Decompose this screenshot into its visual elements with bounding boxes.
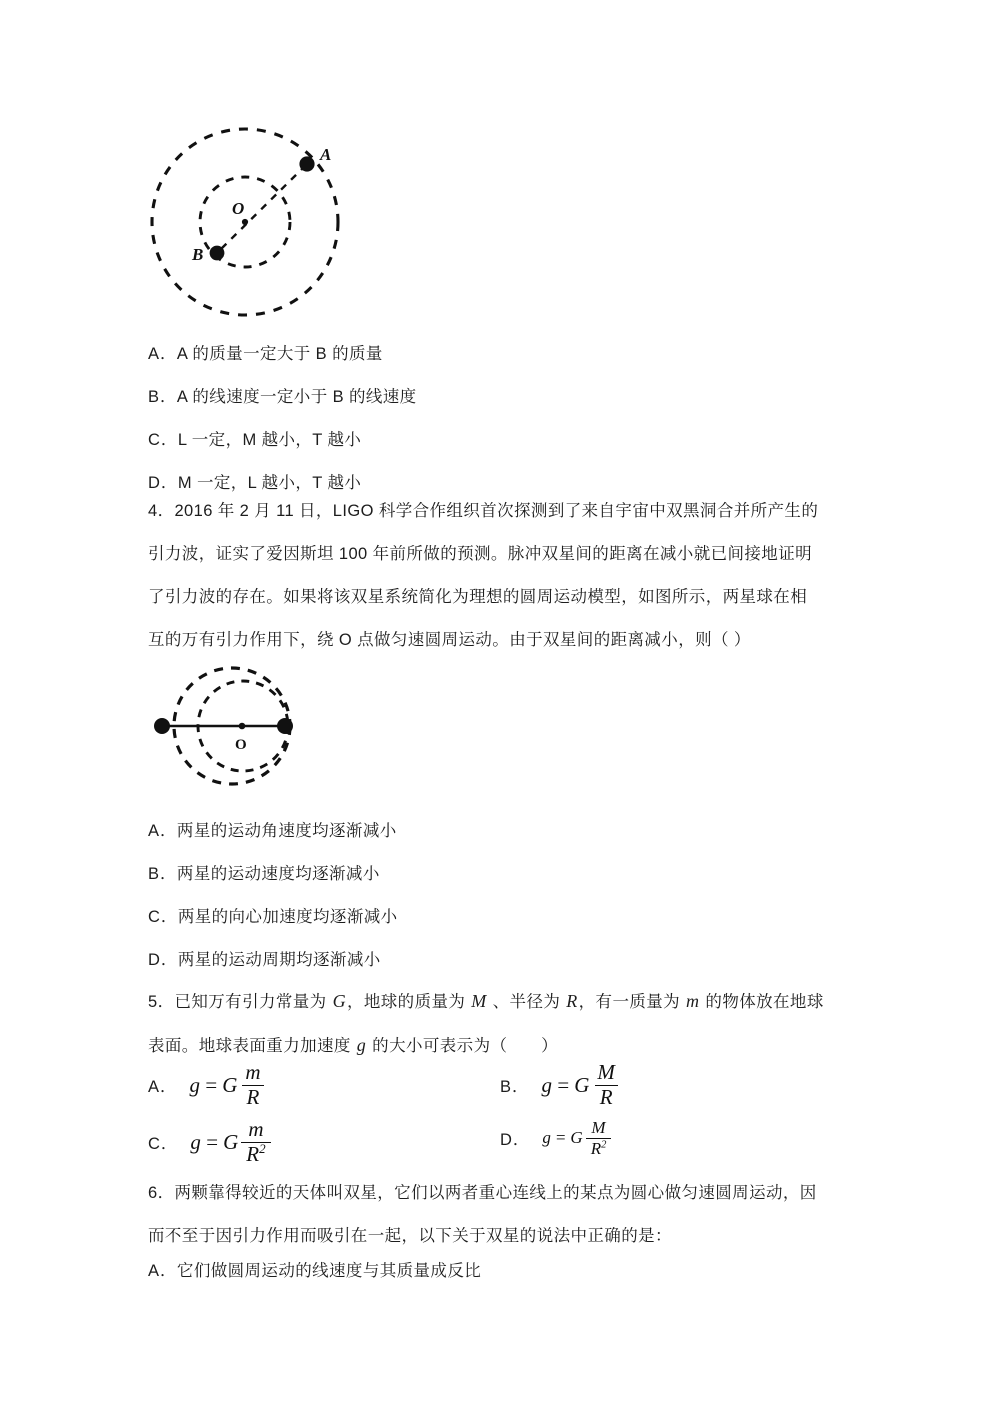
q5-c-den-exponent: 2	[259, 1140, 266, 1156]
q5-seg-2: ，地球的质量为	[346, 993, 471, 1011]
q5-var-r-radius: R	[566, 991, 578, 1011]
q5-c-lhs: g	[190, 1129, 201, 1154]
q5-c-numerator: m	[248, 1117, 264, 1141]
q5-b-denominator: R	[595, 1085, 618, 1109]
q5-l2-seg-2: 的大小可表示为（ ）	[367, 1037, 559, 1055]
q5-d-den-base: R	[590, 1138, 602, 1158]
star-right-dot	[277, 718, 293, 734]
q5-seg-1: 5．已知万有引力常量为	[148, 993, 332, 1011]
q3-option-b-text: ．A 的线速度一定小于 B 的线速度	[160, 388, 417, 406]
q3-option-b[interactable]	[148, 376, 417, 419]
figure-binary-star-ab	[148, 110, 368, 325]
q5-option-a[interactable]	[148, 1062, 266, 1109]
q5-l2-seg-1: 表面。地球表面重力加速度	[148, 1037, 356, 1055]
q4-stem-line-4: 互的万有引力作用下，绕 O 点做匀速圆周运动。由于双星间的距离减小，则（ ）	[148, 631, 751, 649]
q5-d-den-exponent: 2	[601, 1139, 607, 1151]
q3-option-a-text: ．A 的质量一定大于 B 的质量	[160, 345, 383, 363]
q5-a-op: =	[204, 1072, 219, 1097]
q5-b-numerator: M	[597, 1060, 615, 1084]
q4-option-d[interactable]	[148, 939, 381, 982]
q4-option-a-text: ．两星的运动角速度均逐渐减小	[160, 822, 397, 840]
q5-option-b-formula	[542, 1062, 620, 1109]
q5-a-denominator: R	[242, 1085, 265, 1109]
figure2-label-o: O	[235, 737, 247, 753]
q5-c-denominator	[241, 1142, 270, 1166]
figure1-label-b: B	[192, 245, 204, 264]
q5-var-g-const: G	[332, 991, 346, 1011]
star-b-dot	[210, 246, 225, 261]
q6-option-a-text: ．它们做圆周运动的线速度与其质量成反比	[160, 1262, 482, 1280]
q5-option-d-label: D．	[500, 1131, 531, 1150]
q6-option-a-label: A	[148, 1262, 161, 1280]
q3-option-c-label: C	[148, 431, 161, 449]
star-left-dot	[154, 718, 170, 734]
q5-c-fraction	[241, 1119, 270, 1166]
q5-d-op: =	[554, 1128, 567, 1148]
q4-option-c-text: ．两星的向心加速度均逐渐减小	[160, 908, 398, 926]
q4-option-c[interactable]	[148, 896, 398, 939]
q5-a-lhs: g	[189, 1072, 201, 1097]
q4-stem-line-3: 了引力波的存在。如果将该双星系统简化为理想的圆周运动模型，如图所示，两星球在相	[148, 588, 808, 606]
figure1-label-o: O	[232, 199, 245, 218]
q3-option-a[interactable]	[148, 333, 383, 376]
q5-option-c[interactable]	[148, 1119, 271, 1166]
center-point-o	[239, 723, 246, 730]
q5-options-row-2	[148, 1119, 848, 1169]
q3-option-a-label: A	[148, 345, 161, 363]
center-point-o	[242, 219, 248, 225]
q5-option-b[interactable]	[500, 1062, 620, 1109]
question-5-stem	[148, 980, 848, 1068]
q5-options-row-1	[148, 1062, 848, 1112]
q5-option-d-formula	[542, 1119, 611, 1157]
q5-b-coef: G	[574, 1072, 590, 1097]
q5-var-m-object: m	[686, 991, 700, 1011]
q5-c-den-base: R	[246, 1141, 260, 1166]
figure-binary-star-two-dots	[150, 655, 340, 805]
q6-option-a[interactable]	[148, 1250, 481, 1293]
q6-stem-line-2: 而不至于因引力作用而吸引在一起，以下关于双星的说法中正确的是：	[148, 1227, 672, 1245]
q5-a-numerator: m	[245, 1060, 261, 1084]
q4-stem-line-1: 4．2016 年 2 月 11 日，LIGO 科学合作组织首次探测到了来自宇宙中双黑洞合并所产生的	[148, 502, 819, 520]
q5-d-fraction	[586, 1119, 612, 1157]
q5-stem-line-1	[148, 980, 848, 1024]
figure1-label-a: A	[320, 145, 332, 164]
question-6-stem	[148, 1172, 848, 1258]
q5-option-a-label: A．	[148, 1078, 178, 1097]
star-a-dot	[299, 156, 314, 171]
q5-d-numerator: M	[591, 1118, 606, 1137]
q4-option-d-text: ．两星的运动周期均逐渐减小	[160, 951, 381, 969]
q5-var-m-earth: M	[471, 991, 487, 1011]
q5-var-g-gravity: g	[356, 1035, 367, 1055]
q5-option-d[interactable]	[500, 1119, 611, 1157]
q5-a-fraction	[240, 1062, 265, 1109]
q5-b-fraction	[592, 1062, 620, 1109]
q3-option-d-text: ．M 一定，L 越小，T 越小	[160, 474, 362, 492]
q5-b-op: =	[556, 1072, 571, 1097]
q5-seg-3: 、半径为	[487, 993, 566, 1011]
q5-seg-4: ，有一质量为	[578, 993, 686, 1011]
q5-b-lhs: g	[541, 1072, 553, 1097]
q5-d-lhs: g	[542, 1128, 551, 1148]
q5-option-c-formula	[190, 1119, 270, 1166]
q4-option-a[interactable]	[148, 810, 397, 853]
q3-option-c-text: ．L 一定，M 越小，T 越小	[160, 431, 362, 449]
q4-option-d-label: D	[148, 951, 161, 969]
q4-option-a-label: A	[148, 822, 161, 840]
q3-option-d-label: D	[148, 474, 161, 492]
q5-d-coef: G	[570, 1128, 583, 1148]
q5-option-a-formula	[190, 1062, 266, 1109]
q5-option-c-label: C．	[148, 1135, 179, 1154]
question-4-stem	[148, 490, 848, 662]
q4-option-b[interactable]	[148, 853, 380, 896]
q3-option-b-label: B	[148, 388, 161, 406]
q4-option-b-label: B	[148, 865, 161, 883]
q5-a-coef: G	[222, 1072, 238, 1097]
q3-option-c[interactable]	[148, 419, 361, 462]
q5-d-denominator	[586, 1138, 612, 1158]
q4-option-b-text: ．两星的运动速度均逐渐减小	[160, 865, 380, 883]
q4-option-c-label: C	[148, 908, 161, 926]
q4-stem-line-2: 引力波，证实了爱因斯坦 100 年前所做的预测。脉冲双星间的距离在减小就已间接地证明	[148, 545, 812, 563]
q6-stem-line-1: 6．两颗靠得较近的天体叫双星，它们以两者重心连线上的某点为圆心做匀速圆周运动，因	[148, 1184, 817, 1202]
q5-c-op: =	[204, 1129, 220, 1154]
q5-option-b-label: B．	[500, 1078, 530, 1097]
q5-c-coef: G	[223, 1129, 239, 1154]
q5-seg-5: 的物体放在地球	[700, 993, 824, 1011]
